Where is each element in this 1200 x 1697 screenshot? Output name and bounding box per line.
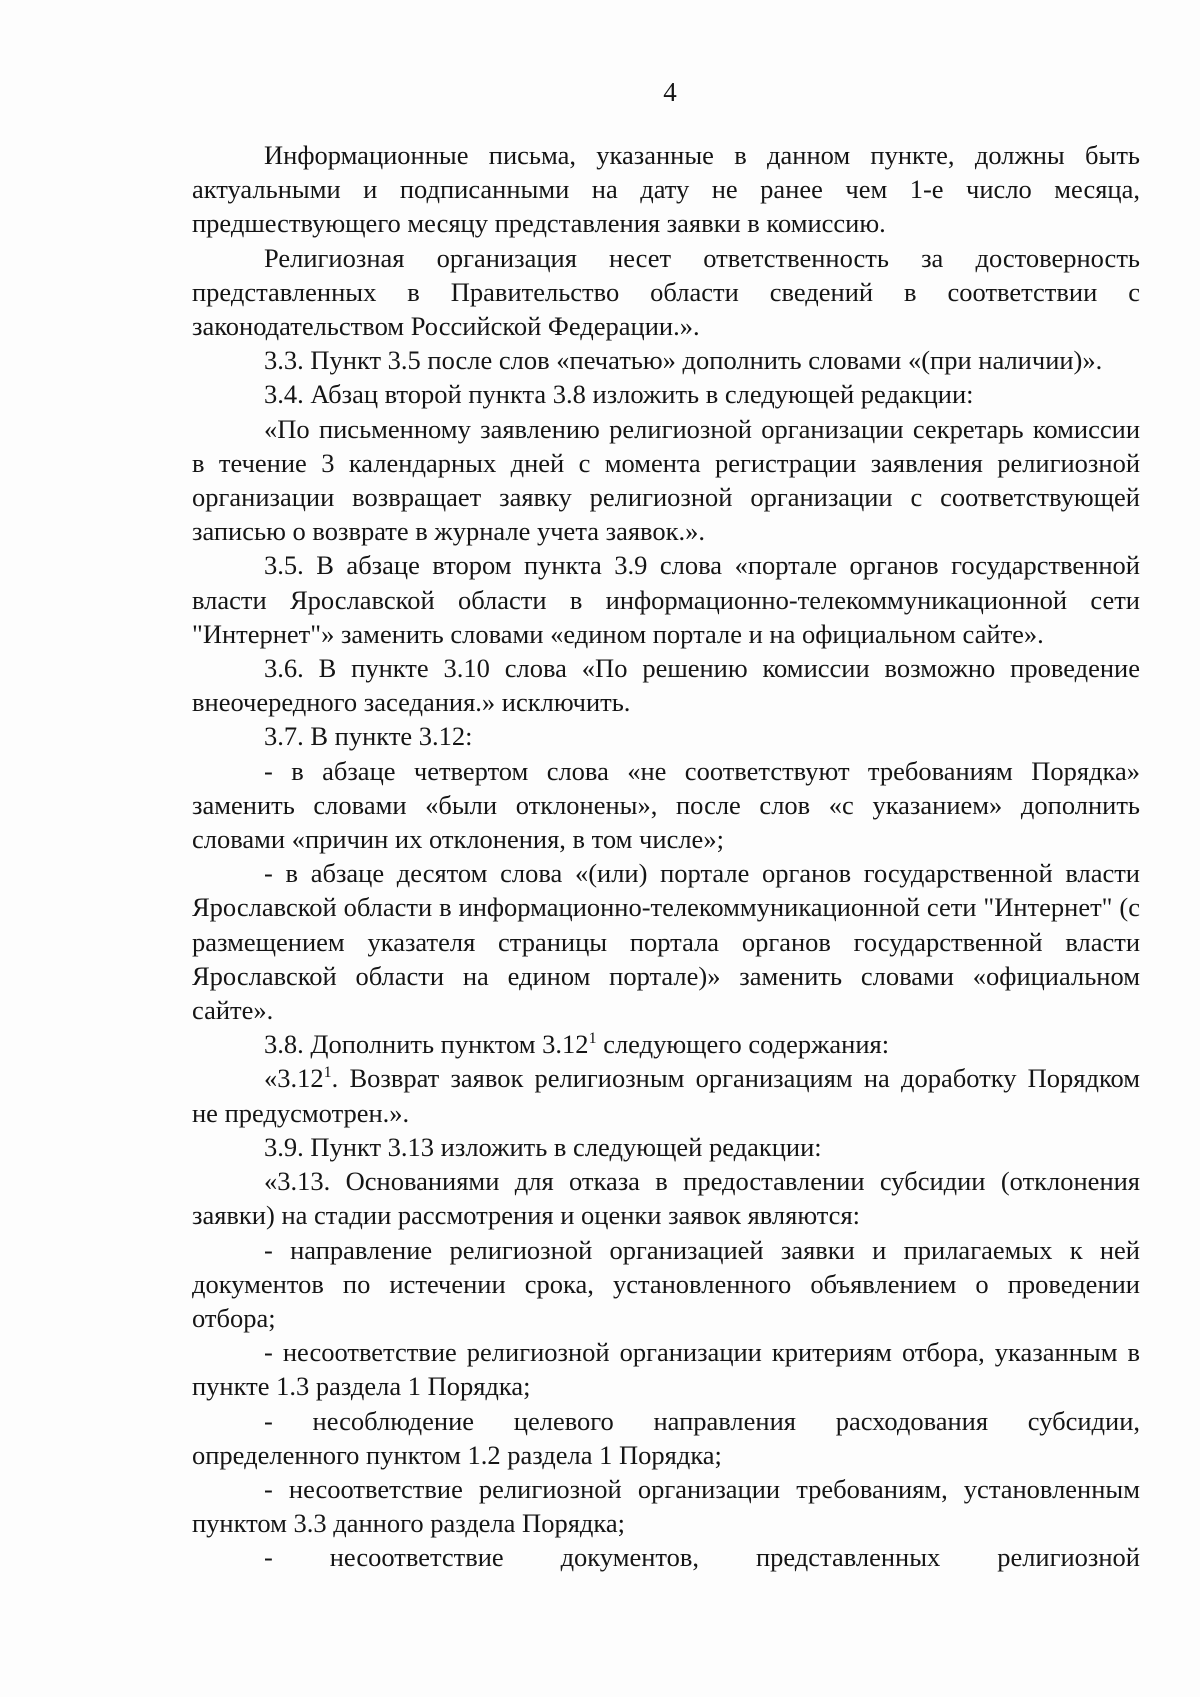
- paragraph-info-letters: Информационные письма, указанные в данном пункте, должны быть актуальными и подписанными на дату не ранее чем 1-е число месяца, предшествующего месяцу представления заявки в комиссию.: [192, 140, 1140, 239]
- paragraph-3-13-item-3: - несоблюдение целевого направления расходования субсидии, определенного пунктом 1.2 раздела 1 Порядка;: [192, 1405, 1140, 1470]
- page-number: 4: [663, 77, 677, 107]
- paragraph-3-4: 3.4. Абзац второй пункта 3.8 изложить в следующей редакции:: [264, 379, 974, 410]
- paragraph-3-3: 3.3. Пункт 3.5 после слов «печатью» дополнить словами «(при наличии)».: [264, 345, 1103, 376]
- paragraph-3-12-1-before: «3.12: [264, 1063, 324, 1094]
- paragraph-3-8-after: следующего содержания:: [596, 1029, 890, 1060]
- paragraph-3-13: «3.13. Основаниями для отказа в предоставлении субсидии (отклонения заявки) на стадии рассмотрения и оценки заявок являются:: [192, 1166, 1140, 1231]
- paragraph-3-7-item-2: - в абзаце десятом слова «(или) портале органов государственной власти Ярославской области в информационно-телекоммуникационной сети "Интернет" (с размещением указателя страницы портала органов государственной власти Ярославской области на едином портале)» заменить словами «официальном сайте».: [192, 858, 1140, 1026]
- paragraph-3-8: [192, 1027, 1140, 1061]
- paragraph-3-7-item-1: - в абзаце четвертом слова «не соответствуют требованиям Порядка» заменить словами «были отклонены», после слов «с указанием» дополнить словами «причин их отклонения, в том числе»;: [192, 755, 1140, 855]
- paragraph-3-9: 3.9. Пункт 3.13 изложить в следующей редакции:: [264, 1131, 822, 1162]
- paragraph-3-5: 3.5. В абзаце втором пункта 3.9 слова «портале органов государственной власти Ярославской области в информационно-телекоммуникационной сети "Интернет"» заменить словами «едином портале и на официальном сайте».: [192, 550, 1140, 649]
- paragraph-3-7: 3.7. В пункте 3.12:: [264, 721, 473, 752]
- paragraph-3-12-1-superscript: 1: [323, 1064, 332, 1082]
- paragraph-3-13-item-1: - направление религиозной организацией заявки и прилагаемых к ней документов по истечении срока, установленного объявлением о проведении отбора;: [192, 1234, 1140, 1333]
- paragraph-3-8-superscript: 1: [588, 1030, 597, 1048]
- paragraph-3-4-text: «По письменному заявлению религиозной организации секретарь комиссии в течение 3 календарных дней с момента регистрации заявления религиозной организации возвращает заявку религиозной организации с соответствующей записью о возврате в журнале учета заявок.».: [192, 413, 1140, 547]
- paragraph-3-6: 3.6. В пункте 3.10 слова «По решению комиссии возможно проведение внеочередного заседания.» исключить.: [192, 653, 1140, 718]
- paragraph-3-13-item-5: - несоответствие документов, представленных религиозной: [264, 1542, 1140, 1573]
- paragraph-responsibility: Религиозная организация несет ответственность за достоверность представленных в Правительство области сведений в соответствии с законодательством Российской Федерации.».: [192, 242, 1140, 342]
- paragraph-3-13-item-2: - несоответствие религиозной организации критериям отбора, указанным в пункте 1.3 раздела 1 Порядка;: [192, 1337, 1140, 1402]
- paragraph-3-13-item-4: - несоответствие религиозной организации требованиям, установленным пунктом 3.3 данного раздела Порядка;: [192, 1473, 1140, 1539]
- paragraph-3-12-1: [192, 1061, 1140, 1129]
- document-body: [192, 138, 1140, 1575]
- paragraph-3-8-before: 3.8. Дополнить пунктом 3.12: [264, 1029, 589, 1060]
- paragraph-3-12-1-after: . Возврат заявок религиозным организациям на доработку Порядком не предусмотрен.».: [192, 1063, 1140, 1128]
